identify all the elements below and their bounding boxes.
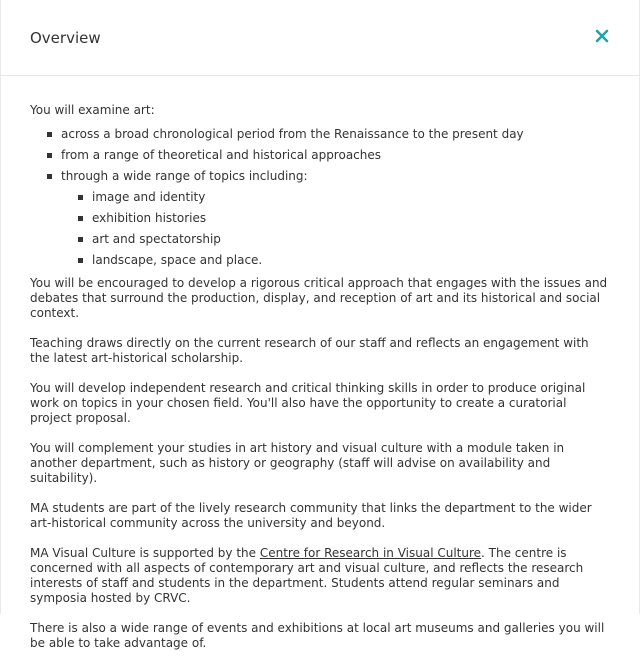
list-item — [30, 148, 610, 163]
panel-title: Overview — [30, 29, 101, 47]
list-item-text: image and identity — [92, 190, 206, 204]
list-item-text: exhibition histories — [92, 211, 207, 225]
bullet-icon — [78, 195, 83, 200]
list-item — [61, 253, 610, 268]
centre-link[interactable]: Centre for Research in Visual Culture — [259, 546, 482, 560]
bullet-icon — [47, 153, 52, 158]
list-item-text: landscape, space and place. — [92, 253, 263, 267]
list-item — [30, 169, 610, 268]
list-item — [61, 232, 610, 247]
list-item — [61, 211, 610, 226]
list-item — [30, 127, 610, 142]
bullet-icon — [78, 237, 83, 242]
paragraph-events: There is also a wide range of events and exhibitions at local art museums and galleries you will be able to take advantage of. — [30, 621, 605, 650]
list-item — [61, 190, 610, 205]
paragraph-module: You will complement your studies in art history and visual culture with a module taken in another department, such as history or geography (staff will advise on availability and suitability). — [30, 441, 565, 485]
list-item-text: art and spectatorship — [92, 232, 221, 246]
centre-text-after: . The centre is concerned with all aspects of contemporary art and visual culture, and reflects the research interests of staff and students in the department. Students attend regular seminars and symposia hosted by CRVC. — [30, 546, 584, 605]
panel-header — [1, 0, 639, 76]
list-item-text: across a broad chronological period from the Renaissance to the present day — [61, 127, 524, 141]
topics-list — [61, 190, 610, 268]
paragraph-community: MA students are part of the lively research community that links the department to the wider art-historical community across the university and beyond. — [30, 501, 592, 530]
examine-list — [30, 127, 610, 268]
centre-text-before: MA Visual Culture is supported by the — [30, 546, 260, 560]
intro-text: You will examine art: — [30, 103, 155, 117]
list-item-text: from a range of theoretical and historical approaches — [61, 148, 382, 162]
paragraph-centre — [30, 546, 610, 606]
bullet-icon — [47, 174, 52, 179]
paragraph-teaching: Teaching draws directly on the current research of our staff and reflects an engagement with the latest art-historical scholarship. — [30, 336, 589, 365]
bullet-icon — [78, 258, 83, 263]
paragraph-critical-approach: You will be encouraged to develop a rigorous critical approach that engages with the issues and debates that surround the production, display, and reception of art and its historical and social context. — [30, 276, 608, 320]
list-item-text: through a wide range of topics including: — [61, 169, 308, 183]
bullet-icon — [78, 216, 83, 221]
paragraph-research-skills: You will develop independent research and critical thinking skills in order to produce original work on topics in your chosen field. You'll also have the opportunity to create a curatorial project proposal. — [30, 381, 586, 425]
overview-content — [30, 103, 610, 666]
close-icon[interactable] — [592, 26, 612, 46]
bullet-icon — [47, 132, 52, 137]
